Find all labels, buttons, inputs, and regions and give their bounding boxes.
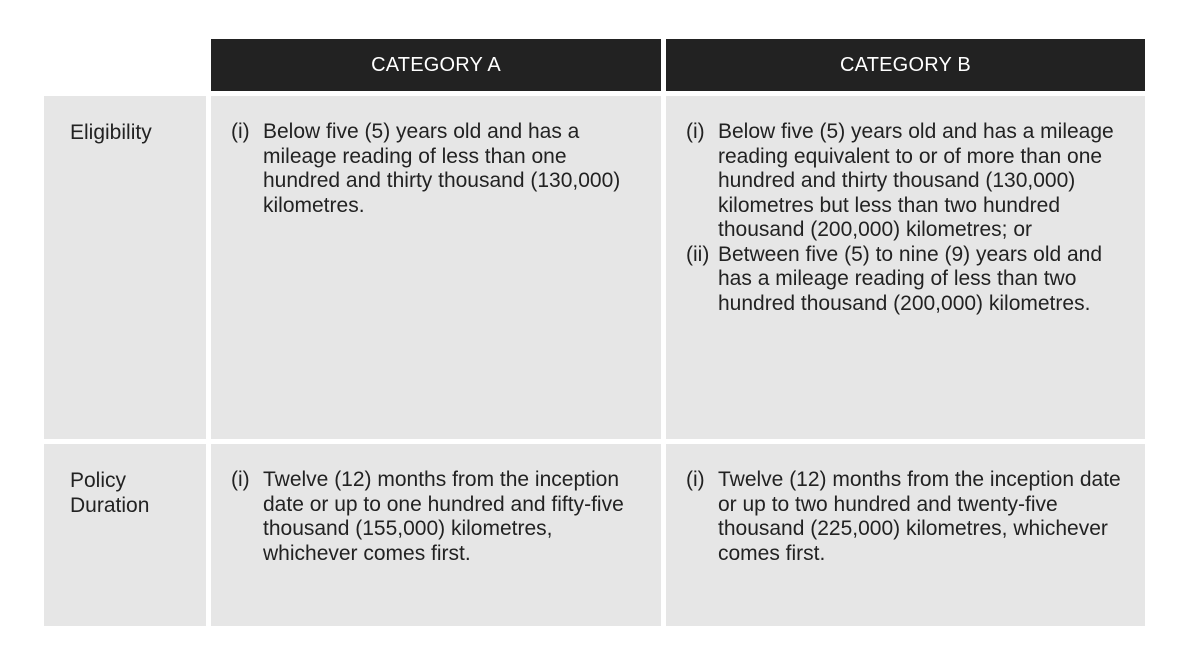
row-label-policy-duration: Policy Duration bbox=[44, 444, 206, 626]
list-item-text: Below five (5) years old and has a mileage reading equivalent to or of more than one hundred and thirty thousand (130,000) kilometres but less than two hundred thousand (200,000) kilometres; or bbox=[718, 120, 1114, 241]
eligibility-category-b-cell bbox=[666, 96, 1145, 439]
list-item-text: Twelve (12) months from the inception date or up to two hundred and twenty-five thousand (225,000) kilometres, whichever comes first. bbox=[718, 468, 1121, 565]
list-item-text: Twelve (12) months from the inception date or up to one hundred and fifty-five thousand (155,000) kilometres, whichever comes first. bbox=[263, 468, 624, 565]
list-item bbox=[686, 243, 1125, 317]
list-marker: (i) bbox=[231, 120, 250, 143]
list-item bbox=[686, 120, 1125, 243]
policy-duration-category-a-cell bbox=[211, 444, 661, 626]
eligibility-category-a-cell bbox=[211, 96, 661, 439]
list-item-text: Between five (5) to nine (9) years old and has a mileage reading of less than two hundred thousand (200,000) kilometres. bbox=[718, 242, 1103, 315]
list-item bbox=[686, 468, 1125, 566]
header-category-a: CATEGORY A bbox=[211, 39, 661, 91]
list-item bbox=[231, 120, 641, 218]
list-marker: (i) bbox=[686, 120, 705, 143]
header-category-b: CATEGORY B bbox=[666, 39, 1145, 91]
list-marker: (i) bbox=[686, 468, 705, 491]
coverage-category-table bbox=[44, 39, 1145, 626]
policy-duration-category-b-cell bbox=[666, 444, 1145, 626]
list-item-text: Below five (5) years old and has a mileage reading of less than one hundred and thirty thousand (130,000) kilometres. bbox=[263, 120, 621, 217]
list-marker: (i) bbox=[231, 468, 250, 491]
list-marker: (ii) bbox=[686, 242, 710, 266]
row-label-eligibility: Eligibility bbox=[44, 96, 206, 439]
table-corner bbox=[44, 39, 206, 91]
list-item bbox=[231, 468, 641, 566]
